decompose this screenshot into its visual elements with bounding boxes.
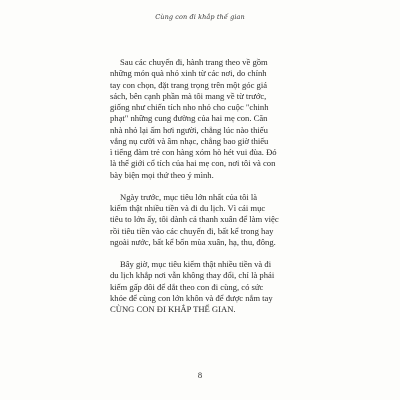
text-line: Ngày trước, mục tiêu lớn nhất của tôi là — [120, 191, 258, 202]
page-number: 8 — [197, 370, 203, 380]
text-line: bày biện mọi thứ theo ý mình. — [110, 169, 214, 180]
running-header: Cùng con đi khắp thế gian — [155, 13, 245, 21]
paragraph — [110, 192, 293, 248]
text-line: du lịch khắp nơi vẫn không thay đổi, chỉ là phải — [110, 270, 275, 281]
text-line: nhà nhỏ lại ấm hơi người, chẳng lúc nào thiếu — [110, 124, 268, 135]
text-line: kiếm thật nhiều tiền và đi du lịch. Vì cái mục — [110, 203, 266, 213]
text-line: tay con chọn, đặt trang trọng trên một góc giá — [110, 79, 268, 90]
text-line: kiếm gấp đôi để dắt theo con đi cùng, có sức — [110, 281, 264, 292]
text-line: giống như chiến tích nho nhỏ cho cuộc "chinh — [110, 102, 269, 112]
text-line: phạt" những cung đường của hai mẹ con. Căn — [110, 113, 268, 124]
text-line: CÙNG CON ĐI KHẮP THẾ GIAN. — [110, 304, 236, 314]
text-line: Bây giờ, mục tiêu kiếm thật nhiều tiền và đi — [120, 259, 272, 269]
paragraph — [110, 259, 293, 315]
text-line: Sau các chuyến đi, hành trang theo về gồm — [120, 57, 268, 67]
text-line: vắng nụ cười và âm nhạc, chẳng bao giờ thiếu — [110, 135, 269, 146]
text-line: ngoài nước, bất kể bốn mùa xuân, hạ, thu, đông. — [110, 236, 276, 247]
text-line: là thế giới cổ tích của hai mẹ con, nơi tôi và con — [110, 158, 276, 169]
paragraph — [110, 57, 293, 181]
text-line: sách, bên cạnh phần mà tôi mang về từ trước, — [110, 90, 267, 101]
text-line: ì tiếng đàm trẻ con hàng xóm hò hét vui đùa. Đó — [110, 147, 277, 157]
text-line: tiêu to lớn ấy, tôi dành cả thanh xuân để làm việc — [110, 214, 279, 225]
text-line: khỏe để cùng con lớn khôn và để được nắm tay — [110, 292, 273, 303]
text-line: những món quà nhỏ xinh từ các nơi, do chính — [110, 68, 267, 79]
text-line: rồi tiêu tiền vào các chuyến đi, bất kể trong hay — [110, 225, 274, 236]
body-text — [110, 57, 293, 326]
